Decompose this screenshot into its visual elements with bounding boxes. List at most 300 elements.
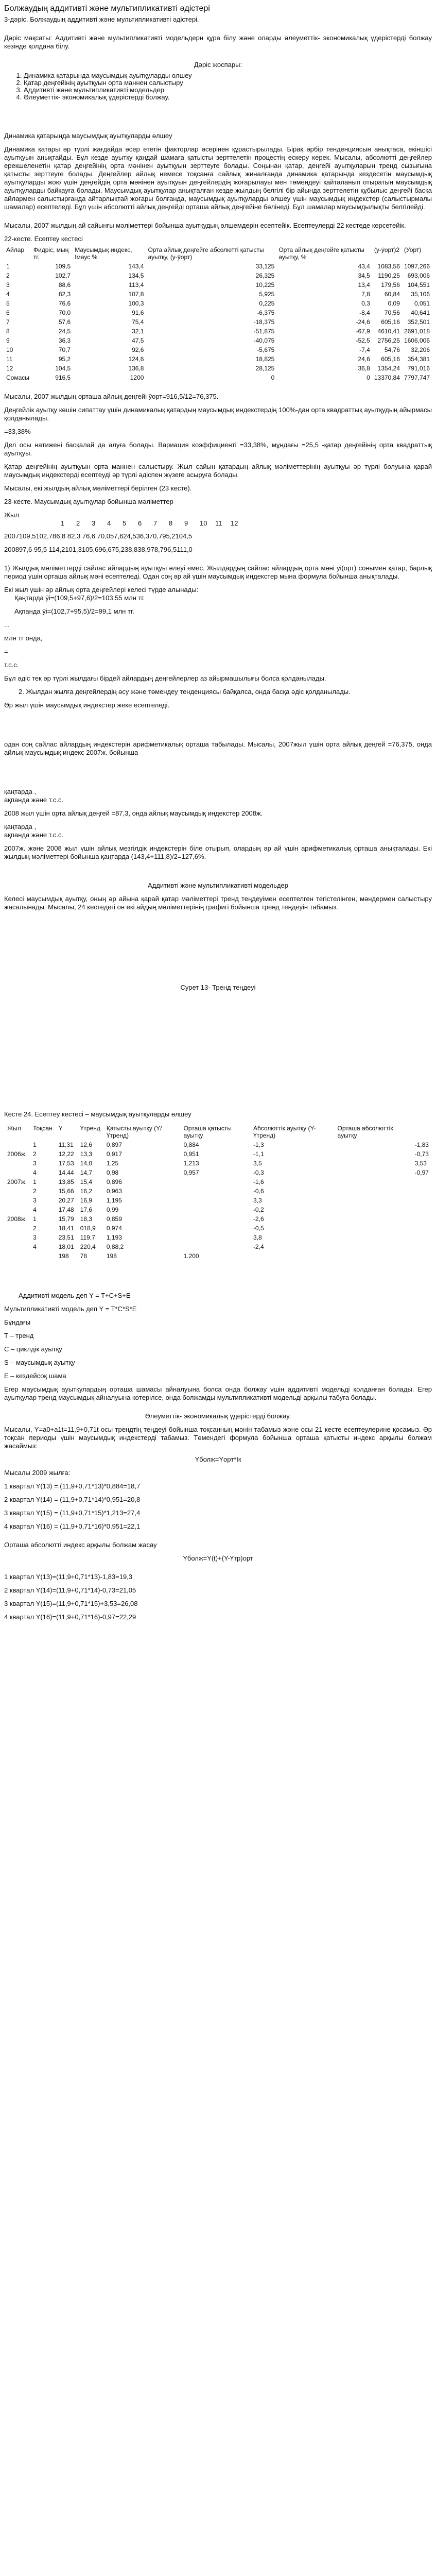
table-cell: 2 <box>33 1188 37 1195</box>
month-label: 5 <box>123 519 127 527</box>
table-cell: 3 <box>33 1234 37 1241</box>
table-cell <box>412 1242 432 1251</box>
table-cell: 354,381 <box>407 355 430 363</box>
m2-line: қаңтарда , <box>4 788 37 795</box>
table-cell: -1,83 <box>414 1141 429 1148</box>
table-cell: 0,09 <box>388 300 400 307</box>
table-cell: -1,6 <box>253 1178 264 1185</box>
table-cell: -0,2 <box>253 1206 264 1213</box>
table-cell: 1,213 <box>183 1160 199 1167</box>
table-row <box>4 354 432 364</box>
table-cell: 26,325 <box>255 272 275 279</box>
table-cell <box>4 1159 30 1168</box>
table-row <box>4 1140 432 1149</box>
table-cell <box>4 1224 30 1233</box>
table-cell: 18,41 <box>58 1225 74 1232</box>
table-cell: 54,76 <box>384 346 400 353</box>
table-cell: 14,7 <box>80 1169 93 1176</box>
table-row <box>4 1159 432 1168</box>
table-row <box>4 1214 432 1224</box>
table-cell: 0,957 <box>183 1169 199 1176</box>
table-row <box>4 1177 432 1187</box>
table-cell: 1 <box>6 263 10 270</box>
table-cell: 143,4 <box>128 263 144 270</box>
table-cell: 119,7 <box>80 1234 95 1241</box>
table-cell <box>4 1140 30 1149</box>
table-cell <box>335 1159 412 1168</box>
table-cell: 17,53 <box>58 1160 74 1167</box>
table-cell: 75,4 <box>132 318 144 326</box>
table-cell: 100,3 <box>128 300 144 307</box>
table-cell: 33,125 <box>255 263 275 270</box>
abs-title: Орташа абсолютті индекс арқылы болжам жасау <box>4 1541 157 1549</box>
month-label: 6 <box>138 519 142 527</box>
table-cell <box>412 1251 432 1261</box>
table-cell: 605,16 <box>381 355 400 363</box>
table-cell: 5,925 <box>259 291 275 298</box>
table-cell: 4 <box>33 1243 37 1250</box>
table-cell: 2756,25 <box>377 337 400 344</box>
month-label: 11 <box>215 519 222 527</box>
abs-line: 2 квартал Y(14)=(11,9+0,71*14)-0,73=21,05 <box>4 1586 136 1594</box>
table-row <box>4 317 432 327</box>
table-cell <box>412 1233 432 1242</box>
table-cell: 16,9 <box>80 1197 93 1204</box>
m2-line: ақпанда және т.с.с. <box>4 831 64 839</box>
lecture-topic: 3-дәріс. Болжаудың аддитивті және мультипликативті әдістері. <box>4 15 199 23</box>
table-cell: -2,6 <box>253 1215 264 1223</box>
table-row <box>4 299 432 308</box>
table-cell: 1,193 <box>106 1234 122 1241</box>
table-cell: 11 <box>6 355 13 363</box>
section-4-title: Әлеуметтік- экономикалық үдерістерді болжау. <box>145 1412 291 1420</box>
table-row <box>4 1196 432 1205</box>
table-cell: 198 <box>106 1252 117 1260</box>
table-cell <box>335 1149 412 1159</box>
table-cell: 23,51 <box>58 1234 74 1241</box>
table-cell: 7797,747 <box>404 374 430 381</box>
table-cell: 11,31 <box>58 1141 74 1148</box>
table-cell: 78 <box>80 1252 88 1260</box>
abs-line: 1 квартал Y(13)=(11,9+0,71*13)-1,83=19,3 <box>4 1573 133 1581</box>
after-table-text: =33,38% <box>4 428 31 435</box>
after-table-text: Мысалы, 2007 жылдың орташа айлық деңгейі ӯорт=916,5/12=76,375. <box>4 393 219 400</box>
table-header: (у-ӯорт)2 <box>374 246 400 253</box>
month-label: 4 <box>107 519 111 527</box>
table-cell: 47,5 <box>132 337 144 344</box>
table-cell: 2007ж. <box>7 1178 27 1185</box>
table-cell <box>412 1177 432 1187</box>
table-cell: 8 <box>6 328 10 335</box>
plan-item: 2. Қатар деңгейінің ауытқуын орта маннен салыстыру <box>24 79 432 87</box>
table-cell: 1097,266 <box>404 263 430 270</box>
table-cell: 17,6 <box>80 1206 93 1213</box>
table-cell: 70,0 <box>58 309 71 316</box>
table-cell: 134,5 <box>128 272 144 279</box>
table-cell <box>335 1205 412 1214</box>
table-cell: 14,0 <box>80 1160 93 1167</box>
table-header: (Уорт) <box>404 246 422 253</box>
table-cell <box>335 1214 412 1224</box>
table-cell: 15,66 <box>58 1188 74 1195</box>
table-cell: 16,2 <box>80 1188 93 1195</box>
table-cell <box>335 1251 412 1261</box>
table-cell: 104,5 <box>55 365 71 372</box>
table-header-row <box>4 1124 432 1140</box>
table-cell: 70,56 <box>384 309 400 316</box>
table-row <box>4 336 432 345</box>
table-cell: 15,79 <box>58 1215 74 1223</box>
table-cell: 24,6 <box>358 355 370 363</box>
table-cell: 1354,24 <box>377 365 400 372</box>
after-table-text: Дел осы натижені басқалай да алуға болады. Вариация коэффициенті =33,38%, мұндағы =25,5 -қатар деңгейінің орта квадраттық ауытқуы. <box>4 441 432 457</box>
table-cell: 3,5 <box>253 1160 262 1167</box>
table-cell: -24,6 <box>356 318 370 326</box>
calc-line: = <box>4 648 8 655</box>
table-cell: -52,5 <box>356 337 370 344</box>
plan-item: 3. Аддитивті және мультипликативті модельдер <box>24 87 432 94</box>
table-cell: -5,675 <box>257 346 275 353</box>
table-row <box>4 290 432 299</box>
table-cell: 1,195 <box>106 1197 122 1204</box>
table-cell: 2 <box>33 1225 37 1232</box>
table-cell: -0,5 <box>253 1225 264 1232</box>
table-cell: -7,4 <box>359 346 370 353</box>
model-item: C – циклдік ауытқу <box>4 1345 62 1353</box>
forecast-line: 4 квартал Y(16) = (11,9+0,71*16)*0,951=22,1 <box>4 1522 141 1530</box>
method-2-text: Әр жыл үшін маусымдық индекстер жеке есептеледі. <box>4 701 170 709</box>
table-cell: 32,1 <box>132 328 144 335</box>
table-22-caption: 22-кесте. Есептеу кестесі <box>4 235 83 243</box>
model-line: Бұндағы <box>4 1318 31 1326</box>
table-cell: 0,896 <box>106 1178 122 1185</box>
table-cell: -1,3 <box>253 1141 264 1148</box>
table-cell: 70,7 <box>58 346 71 353</box>
calc-line: Қаңтарда ӯі=(109,5+97,6)/2=103,55 млн тг. <box>14 594 145 602</box>
table-cell: 109,5 <box>55 263 71 270</box>
table-cell <box>181 1224 250 1233</box>
table-cell: 0 <box>271 374 275 381</box>
table-row <box>4 364 432 373</box>
table-cell: 3,53 <box>414 1160 427 1167</box>
table-cell: 24,5 <box>58 328 71 335</box>
table-cell: 0,897 <box>106 1141 122 1148</box>
example-intro: Мысалы, 2007 жылдың ай сайынғы мәліметтері бойынша ауытқудың өлшемдерін есептейік. Есептеулерді 22 кестеде көрсетейік. <box>4 222 406 229</box>
table-header: Абсолюттік ауытқу (Y-Үтренд) <box>253 1125 316 1139</box>
table-cell: 17,48 <box>58 1206 74 1213</box>
method-1-tail: Бұл әдіс тек әр түрлі жылдағы бірдей айлардың деңгейлерлер аз айырмашылығы болса қолданылады. <box>4 674 326 682</box>
table-23-row: 2007109,5102,786,8 82,3 76,6 70,057,624,536,370,795,2104,5 <box>4 532 193 540</box>
month-label: 8 <box>169 519 173 527</box>
calc-line: ... <box>4 621 10 629</box>
table-row <box>4 1168 432 1177</box>
table-header: Жыл <box>7 1125 21 1132</box>
table-cell: 113,4 <box>129 281 144 289</box>
table-cell: 0,3 <box>361 300 370 307</box>
model-item: T – тренд <box>4 1332 34 1340</box>
table-cell: 1.200 <box>183 1252 199 1260</box>
m2-line: ақпанда және т.с.с. <box>4 796 64 804</box>
table-cell <box>412 1224 432 1233</box>
month-label: 12 <box>231 519 238 527</box>
table-cell: 2 <box>6 272 10 279</box>
table-cell: 1190,25 <box>378 272 400 279</box>
table-row <box>4 373 432 382</box>
table-row <box>4 327 432 336</box>
month-label: 1 <box>61 519 65 527</box>
table-23-months <box>4 519 432 527</box>
table-cell: 4 <box>6 291 10 298</box>
table-cell: 18,01 <box>58 1243 74 1250</box>
model-item: E – кездейсоқ шама <box>4 1372 66 1380</box>
table-cell: 352,501 <box>407 318 430 326</box>
table-row <box>4 1205 432 1214</box>
table-row <box>4 1233 432 1242</box>
table-cell: 36,8 <box>358 365 370 372</box>
table-24-caption: Кесте 24. Есептеу кестесі – маусымдық ауытқуларды өлшеу <box>4 1110 191 1118</box>
table-cell <box>335 1233 412 1242</box>
table-cell: 13,3 <box>80 1150 93 1158</box>
model-item: S – маусымдық ауытқу <box>4 1359 75 1366</box>
table-cell: 1,25 <box>106 1160 119 1167</box>
table-cell <box>335 1196 412 1205</box>
table-cell <box>335 1187 412 1196</box>
table-cell <box>181 1205 250 1214</box>
table-cell: 95,2 <box>58 355 71 363</box>
forecast-line: 3 квартал Y(15) = (11,9+0,71*15)*1,213=27,4 <box>4 1509 141 1517</box>
table-cell: 1606,006 <box>404 337 430 344</box>
table-cell: 136,8 <box>128 365 144 372</box>
month-label: 10 <box>200 519 207 527</box>
table-24 <box>4 1124 432 1261</box>
table-cell: -0,97 <box>414 1169 429 1176</box>
after-table-text: Деңгейлік ауытқу көшін сипаттау үшін динамикалық қатардың маусымдық индекстердің 100%-дан орта квадраттық ауытқудың айырмасы қолданылады. <box>4 406 432 422</box>
abs-line: 3 квартал Y(15)=(11,9+0,71*15)+3,53=26,08 <box>4 1600 138 1607</box>
table-cell: 43,4 <box>358 263 370 270</box>
table-cell: 4 <box>33 1169 37 1176</box>
table-cell: 20,27 <box>58 1197 74 1204</box>
table-cell: Сомасы <box>6 374 29 381</box>
table-cell: 76,6 <box>58 300 71 307</box>
section-3-text: Келесі маусымдық ауытқу, оның әр айына қарай қатар мәліметтері тренд теңдеуімен есептелген тегістелінген, мәндермен салыстыру жасалынады. Мысалы, 24 кестедегі он екі айдың мәліметтерінің графигі бойынша тренд теңдеуін табамыз. <box>4 895 432 911</box>
table-header: Айлар <box>6 246 25 253</box>
m2-line: қаңтарда , <box>4 823 37 831</box>
table-cell: -0,3 <box>253 1169 264 1176</box>
table-header: Үтренд <box>80 1125 100 1132</box>
table-cell: -6,375 <box>257 309 275 316</box>
table-header-row <box>4 245 432 262</box>
table-cell <box>181 1233 250 1242</box>
table-cell: 0,974 <box>106 1225 122 1232</box>
table-cell <box>181 1214 250 1224</box>
table-row <box>4 1149 432 1159</box>
table-cell <box>250 1251 335 1261</box>
table-cell: 13,4 <box>358 281 370 289</box>
table-cell: 1 <box>33 1215 37 1223</box>
m2-text: 2007ж. және 2008 жыл үшін айлық мезгілдік индекстерін біле отырып, олардың әр ай үшін арифметикалық орташа анықталады. Екі жылдың мәліметтері бойынша қаңтарда (143,4+111,8)/2=127,6%. <box>4 844 432 860</box>
table-cell: 2008ж. <box>7 1215 27 1223</box>
after-table-text: Қатар деңгейінің ауытқуын орта маннен салыстыру. Жыл сайын қатардың айлық мәліметтерінің ауытқуы әр түрлі болуына қарай маусымдық индекстерді есептеуді әр түрлі әдіспен жүзеге асыруға болады. <box>4 463 432 479</box>
table-cell: 10,225 <box>255 281 275 289</box>
table-cell: 12 <box>6 365 13 372</box>
table-cell <box>4 1205 30 1214</box>
table-header: Тоқсан <box>33 1125 53 1132</box>
method-1-calc-intro: Екі жыл үшін әр айлық орта деңгейлері келесі түрде алынады: <box>4 586 199 594</box>
table-cell: 0 <box>367 374 370 381</box>
section-1-title: Динамика қатарында маусымдық ауытқуларды өлшеу <box>4 132 172 140</box>
table-cell: -18,375 <box>253 318 275 326</box>
table-row <box>4 1251 432 1261</box>
plan-item: 4. Әлеуметтік- экономикалық үдерістерді болжау. <box>24 94 432 101</box>
table-cell: 34,5 <box>358 272 370 279</box>
table-cell: 92,6 <box>132 346 144 353</box>
table-cell: 791,016 <box>407 365 430 372</box>
table-cell: 36,3 <box>58 337 71 344</box>
table-cell: 15,4 <box>80 1178 93 1185</box>
table-row <box>4 1224 432 1233</box>
table-cell: 693,006 <box>407 272 430 279</box>
table-cell: 35,106 <box>411 291 430 298</box>
abs-line: 4 квартал Y(16)=(11,9+0,71*16)-0,97=22,29 <box>4 1613 136 1621</box>
table-cell <box>4 1168 30 1177</box>
table-cell <box>4 1251 30 1261</box>
table-cell: 88,6 <box>58 281 71 289</box>
table-cell <box>181 1242 250 1251</box>
table-cell: 3,3 <box>253 1197 262 1204</box>
table-row <box>4 271 432 280</box>
table-cell <box>412 1196 432 1205</box>
table-cell: 9 <box>6 337 10 344</box>
table-cell: -0,6 <box>253 1188 264 1195</box>
table-row <box>4 262 432 271</box>
table-cell: 1 <box>33 1141 37 1148</box>
table-cell: 14,44 <box>58 1169 74 1176</box>
table-cell: 12,22 <box>58 1150 74 1158</box>
table-cell: -1,1 <box>253 1150 264 1158</box>
table-cell <box>4 1196 30 1205</box>
table-cell: 220,4 <box>80 1243 96 1250</box>
trend-chart-area <box>4 911 432 984</box>
month-label: 9 <box>184 519 188 527</box>
table-23-row: 200897,6 95,5 114,2101,3105,696,675,238,838,978,796,5111,0 <box>4 546 193 553</box>
table-header: Y <box>58 1125 63 1132</box>
table-cell <box>181 1177 250 1187</box>
table-cell: 57,6 <box>58 318 71 326</box>
table-cell: 3 <box>33 1197 37 1204</box>
table-cell: -2,4 <box>253 1243 264 1250</box>
table-cell <box>30 1251 56 1261</box>
table-cell: 12,6 <box>80 1141 93 1148</box>
table-cell: 2006ж. <box>7 1150 27 1158</box>
table-row <box>4 1242 432 1251</box>
month-label: 7 <box>153 519 158 527</box>
forecast-title: Мысалы 2009 жылға: <box>4 1469 71 1477</box>
table-cell: 28,125 <box>255 365 275 372</box>
table-cell: 916,5 <box>55 374 71 381</box>
table-cell: 3 <box>6 281 10 289</box>
table-23-caption: 23-кесте. Маусымдық ауытқулар бойынша мәліметтер <box>4 498 173 505</box>
table-cell: 1083,56 <box>377 263 400 270</box>
table-cell: 2 <box>33 1150 37 1158</box>
plan-item: 1. Динамика қатарында маусымдық ауытқуларды өлшеу <box>24 72 432 79</box>
table-cell <box>4 1233 30 1242</box>
table-cell <box>335 1224 412 1233</box>
table-header: Орта айлық деңгейге абсолютті қатысты ауытқу, (у-ӯорт) <box>148 246 264 261</box>
section-4-text: Мысалы, Y=a0+a1t=11,9+0,71t осы трендтің теңдеуі бойынша тоқсанның мәнін табамыз және осы 21 кесте есептеулерине қосамыз. Әр тоқсан периоды үшін маусымдық индекстерді табамыз. Төмендегі формула бойынша орташа қатысты индекс арқылы болжам жасаймыз: <box>4 1426 432 1450</box>
table-cell: -67,9 <box>356 328 370 335</box>
table-cell: 102,7 <box>55 272 71 279</box>
table-cell: 605,16 <box>381 318 400 326</box>
figure-13-caption: Сурет 13- Тренд теңдеуі <box>180 984 256 991</box>
table-header: Орташа абсолюттік ауытқу <box>337 1125 393 1139</box>
section-3-title: Аддитивті және мультипликативті модельдер <box>148 882 288 889</box>
table-23-header-label: Жыл <box>4 511 19 519</box>
table-cell: -0,73 <box>414 1150 429 1158</box>
table-cell: -40,075 <box>253 337 275 344</box>
table-cell: 3,8 <box>253 1234 262 1241</box>
abs-formula: Yболж=Y(t)+(Y-Үтр)орт <box>183 1554 253 1562</box>
lecture-purpose: Дәріс мақсаты: Аддитивті және мультипликативті модельдерн құра білу және оларды әлеуметтік- экономикалық үдерістерді болжау кезінде қолдана білу. <box>4 34 432 50</box>
forecast-line: 1 квартал Y(13) = (11,9+0,71*13)*0,884=18,7 <box>4 1482 141 1490</box>
after-table-text: Мысалы, екі жылдың айлық мәліметтері берілген (23 кесте). <box>4 484 192 492</box>
plan-title: Дәріс жоспары: <box>194 61 242 69</box>
table-cell <box>335 1168 412 1177</box>
table-cell <box>335 1177 412 1187</box>
table-cell: 3 <box>33 1160 37 1167</box>
table-row <box>4 345 432 354</box>
table-cell: 18,825 <box>255 355 275 363</box>
section-1-text: Динамика қатары әр түрлі жағдайда әсер ететін факторлар әсерінен құрастырылады. Бірақ әрбір тенденциясын анықтаса, екіншісі ауытқуын анықтайды. Бұл кезде ауытқу қандай шамаға қатысты зерттелетін процестің ескеру керек. Мысалы, абсолютті деңгейлер ерекшеленетін қатар деңгейінің орта мәнінен ауытқуын зерттеуге болады. Соңынан қатар, деңгейі ауытқуларын тренд сызығына қатысты зерттеуге болады. Деңгейлер айлық немесе тоқсанға сайлық жиналғанда динамика қатарында кездесетін маусымдық ауытқуларды жою үшін деңгейдің орта мәнінен ауытқуын деңгейлердің жоғарылауы мен төмендеуі қайталанып отыратын маусымдық ауытқуларды байқауға болады. Маусымдық ауытқулар анықталған кезде жылдың белгілі бір айында зерттелетін құбылыс деңгейі басқа айлармен салыстырғанда айтарлықтай жоғары болғанда, маусымдық ауытқуларды өлшеу үшін маусымдық индекстер (салыстырмалы шамалар) есептеледі. Бұл үшін абсолютті айлық деңгейді орташа айлық деңгейіне бөлінеді. Бұл шамалар маусымдылықты белгілейді. <box>4 145 432 211</box>
table-cell: 60,84 <box>384 291 400 298</box>
table-cell <box>4 1187 30 1196</box>
method-2-calc: одан соң сайлас айлардың индекстерін арифметикалық орташа табылады. Мысалы, 2007жыл үшін орта айлық деңгей =76,375, онда айлық маусымдық индекс 2007ж. бойынша <box>4 740 432 756</box>
model-line: Мультипликативті модель деп Y = T*C*S*E <box>4 1305 137 1313</box>
table-cell: 5 <box>6 300 10 307</box>
table-row <box>4 308 432 317</box>
table-cell: 10 <box>6 346 13 353</box>
table-cell: 0,951 <box>183 1150 199 1158</box>
table-cell <box>335 1140 412 1149</box>
model-line: Аддитивті модель деп Y = T+C+S+E <box>19 1292 131 1299</box>
table-header: Фидріс, мың тг. <box>33 246 69 261</box>
table-cell <box>181 1187 250 1196</box>
table-cell <box>412 1205 432 1214</box>
month-label: 2 <box>76 519 80 527</box>
table-cell: 6 <box>6 309 10 316</box>
plan-list <box>4 72 432 101</box>
table-header: Қатысты ауытқу (Y/Үтренд) <box>106 1125 162 1139</box>
table-header: Маусымдық индекс, Iмаус % <box>75 246 132 261</box>
model-text: Егер маусымдық ауытқулардың орташа шамасы айналуына болса онда болжау үшін аддитивті модельді қолданған болады. Егер ауытқулар тренд маусымдық айналуына көтерілсе, онда болжамды мультипликативті модельді арқылы табуға болады. <box>4 1385 432 1401</box>
m2-line: 2008 жыл үшін орта айлық деңгей =87,3, онда айлық маусымдық индекстер 2008ж. <box>4 809 263 817</box>
table-cell: 7,8 <box>361 291 370 298</box>
table-cell: 0,884 <box>183 1141 199 1148</box>
table-cell: -8,4 <box>359 309 370 316</box>
table-cell: 1200 <box>130 374 144 381</box>
month-label: 3 <box>92 519 96 527</box>
table-cell: 107,8 <box>128 291 144 298</box>
table-cell: 0,963 <box>106 1188 122 1195</box>
table-cell: 1 <box>33 1178 37 1185</box>
table-cell: 0,99 <box>106 1206 119 1213</box>
page-title: Болжаудың аддитивті және мультипликативті әдістері <box>4 4 210 13</box>
table-cell: -51,875 <box>253 328 275 335</box>
table-cell: 13,85 <box>58 1178 74 1185</box>
method-2-title: 2. Жылдан жылға деңгейлердің өсу және төмендеу тенденциясы байқалса, онда басқа әдіс қолданылады. <box>19 688 351 696</box>
table-cell: 198 <box>58 1252 69 1260</box>
table-cell: 4 <box>33 1206 37 1213</box>
table-row <box>4 280 432 290</box>
